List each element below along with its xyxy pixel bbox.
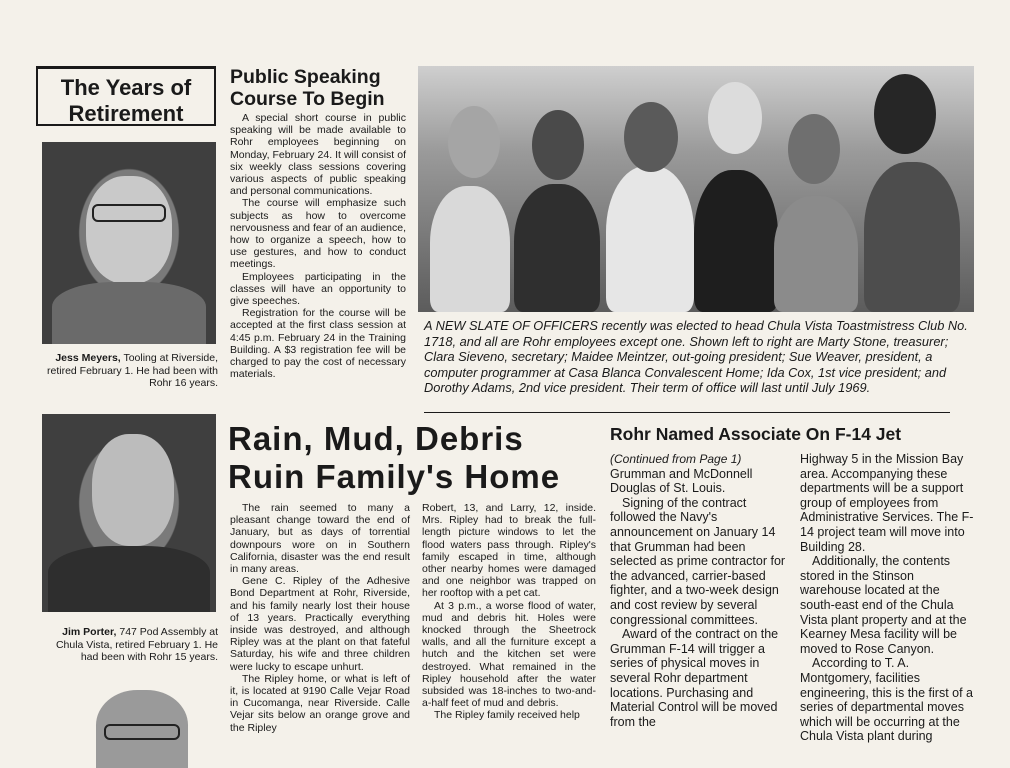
person-desc-1: Tooling at Riverside, retired February 1. He had been with Rohr 16 years.	[46, 352, 218, 389]
rain-headline	[228, 420, 612, 496]
sidebar-title-line1: The Years of	[60, 75, 192, 100]
person-shape	[774, 196, 858, 312]
head-shape	[532, 110, 584, 180]
head-shape	[448, 106, 500, 178]
person-name-1: Jess Meyers,	[55, 352, 121, 364]
speaking-paragraph: Employees participating in the classes will have an opportunity to give speeches.	[230, 270, 406, 308]
person-shape	[514, 184, 600, 312]
f14-paragraph: According to T. A. Montgomery, facilities engineering, this is the first of a series of departmental moves which will be occurring at the Chula Vista plant during	[800, 656, 974, 744]
f14-paragraph: Additionally, the contents stored in the Stinson warehouse located at the south-east end of the Chula Vista plant property and at the Kearney Mesa facility will be moved to Rose Canyon.	[800, 554, 967, 656]
speaking-headline	[230, 66, 420, 110]
portrait-partial	[96, 690, 188, 768]
portrait-jim-porter	[42, 414, 216, 612]
head-shape	[624, 102, 678, 172]
rain-headline-line1: Rain, Mud, Debris	[228, 420, 524, 457]
person-shape	[694, 170, 778, 312]
speaking-paragraph: Registration for the course will be accepted at the first class session at 4:45 p.m. February 24 in the Training Building. A $3 registration fee will be charged to pay the cost of necessary materials.	[230, 307, 406, 381]
group-photo	[418, 66, 974, 312]
f14-headline: Rohr Named Associate On F-14 Jet	[610, 424, 902, 444]
f14-paragraph: Signing of the contract followed the Navy's announcement on January 14 that Grumman had been selected as prime contractor for the advanced, carrier-based fighter, and a two-week design and cost review by several congressional committees.	[610, 495, 786, 627]
caption-text: recently was elected to head Chula Vista Toastmistress Club No. 1718, and all are Rohr employees except one. Shown left to right are Marty Stone, treasurer; Clara Sieveno, secretary; Maidee Meintzer, out-going president; Sue Weaver, president, a computer programmer at Casa Blanca Convalescent Home; Ida Cox, 1st vice president; and Dorothy Adams, 2nd vice president. Their term of office will last until July 1969.	[424, 318, 968, 396]
head-shape	[788, 114, 840, 184]
f14-paragraph: Highway 5 in the Mission Bay area. Accompanying these departments will be a support group of employees from Administrative Services. The F-14 project team will move into Building 28.	[800, 452, 974, 554]
sidebar-title-line2: Retirement	[68, 101, 184, 126]
rain-paragraph: Robert, 13, and Larry, 12, inside. Mrs. Ripley had to break the full-length picture windows to let the flood waters pass through. Ripley's family escaped in time, although other nearby homes were damaged and one neighbor was trapped on her rooftop with a pet cat.	[422, 502, 596, 600]
sidebar-title-box	[36, 66, 216, 126]
rain-paragraph: The Ripley family received help	[434, 709, 580, 722]
f14-paragraph: Award of the contract on the Grumman F-14 will trigger a series of physical moves in several Rohr department locations. Purchasing and Material Control will be moved from the	[610, 627, 779, 729]
portrait-caption-2	[40, 626, 218, 664]
shirt-shape	[52, 282, 206, 344]
rain-paragraph: Gene C. Ripley of the Adhesive Bond Department at Rohr, Riverside, and his family nearly lost their house of 13 years. Practically everything inside was destroyed, and although Ripley was at the plant on that fateful Saturday, his wife and three children were lucky to escape unhurt.	[230, 575, 410, 673]
glasses-shape	[104, 724, 180, 740]
divider-rule	[424, 412, 950, 413]
face-shape	[86, 176, 172, 284]
glasses-shape	[92, 204, 166, 222]
speaking-paragraph: The course will emphasize such subjects as how to overcome nervousness and fear of an audience, how to organize a speech, how to use gestures, and how to conduct meetings.	[230, 197, 406, 271]
person-shape	[430, 186, 510, 312]
f14-paragraph: Grumman and McDonnell Douglas of St. Louis.	[610, 466, 753, 496]
face-shape	[92, 434, 174, 546]
rain-column-2	[422, 502, 596, 722]
speaking-headline-line2: Course To Begin	[230, 88, 385, 110]
caption-lead: A NEW SLATE OF OFFICERS	[424, 318, 598, 333]
rain-paragraph: The rain seemed to many a pleasant change toward the end of January, but as days of torrential downpours wore on in Southern California, disaster was the end result in many areas.	[230, 502, 410, 576]
group-photo-caption	[424, 318, 976, 396]
portrait-jess-meyers	[42, 142, 216, 344]
jacket-shape	[48, 546, 210, 612]
rain-headline-line2: Ruin Family's Home	[228, 458, 561, 495]
person-name-2: Jim Porter,	[62, 626, 117, 638]
person-shape	[606, 166, 694, 312]
speaking-body	[230, 112, 406, 380]
portrait-caption-1	[40, 352, 218, 390]
speaking-headline-line1: Public Speaking	[230, 66, 381, 88]
rain-paragraph: The Ripley home, or what is left of it, is located at 9190 Calle Vejar Road in Cucomanga, near Riverside. Calle Vejar sits below an orange grove and the Ripley	[230, 672, 410, 734]
head-shape	[708, 82, 762, 154]
head-shape	[874, 74, 936, 154]
rain-paragraph: At 3 p.m., a worse flood of water, mud and debris hit. Holes were knocked through the Sheetrock walls, and all the furniture except a hutch and the kitchen set were destroyed. What remained in the Ripley household after the water subsided was 18-inches to two-and-a-half feet of mud and debris.	[422, 599, 596, 710]
person-shape	[864, 162, 960, 312]
speaking-paragraph: A special short course in public speaking will be made available to Rohr employees beginning on Monday, February 24. It will consist of six weekly class sessions covering various aspects of public speaking and personal communications.	[230, 112, 406, 198]
person-desc-2: 747 Pod Assembly at Chula Vista, retired February 1. He had been with Rohr 15 years.	[55, 626, 218, 663]
rain-column-1	[230, 502, 410, 734]
f14-column-2	[800, 452, 976, 744]
f14-column-1	[610, 452, 790, 729]
continued-note: (Continued from Page 1)	[610, 452, 742, 466]
